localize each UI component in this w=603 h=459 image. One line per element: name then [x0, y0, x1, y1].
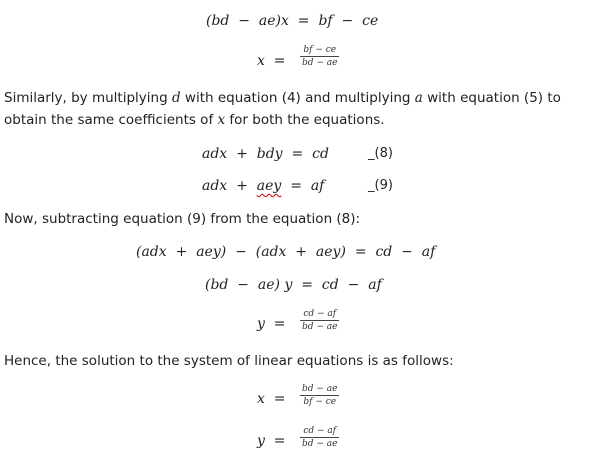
equation-bd-ae-x: (bd − ae)x = bf − ce [206, 13, 379, 29]
equation-bd-ae-y: (bd − ae) y = cd − af [205, 277, 382, 293]
fraction-x-solution-1 [300, 45, 339, 68]
fraction-denominator: bd − ae [302, 322, 338, 332]
fraction-denominator: bd − ae [302, 58, 338, 68]
equation-y-lhs-final: y = [257, 433, 286, 449]
equation-8: adx + bdy = cd [202, 146, 329, 162]
fraction-x-solution-final [300, 384, 339, 407]
fraction-numerator: cd − af [303, 426, 337, 436]
fraction-bar [300, 437, 339, 438]
paragraph-similarly: Similarly, by multiplying d with equation (4) and multiplying a with equation (5) to obtain the same coefficients of x for both the equations. [4, 90, 566, 128]
fraction-bar [300, 320, 339, 321]
fraction-denominator: bd − ae [302, 439, 338, 449]
paragraph-now-subtracting: Now, subtracting equation (9) from the equation (8): [4, 211, 361, 227]
fraction-bar [300, 395, 339, 396]
spellcheck-underline-aey: aey [256, 178, 282, 194]
equation-subtraction: (adx + aey) − (adx + aey) = cd − af [136, 244, 436, 260]
fraction-y-solution-1 [300, 309, 339, 332]
equation-y-lhs-1: y = [257, 316, 286, 332]
fraction-bar [300, 56, 339, 57]
fraction-y-solution-final [300, 426, 339, 449]
equation-x-lhs: x = [257, 53, 286, 69]
fraction-numerator: cd − af [303, 309, 337, 319]
fraction-numerator: bd − ae [302, 384, 338, 394]
equation-9: adx + aey = af [202, 178, 325, 194]
equation-ref-9: _(9) [368, 178, 393, 193]
paragraph-hence: Hence, the solution to the system of linear equations is as follows: [4, 353, 454, 369]
equation-x-lhs-final: x = [257, 391, 286, 407]
fraction-numerator: bf − ce [303, 45, 337, 55]
equation-ref-8: _(8) [368, 146, 393, 161]
fraction-denominator: bf − ce [303, 397, 337, 407]
